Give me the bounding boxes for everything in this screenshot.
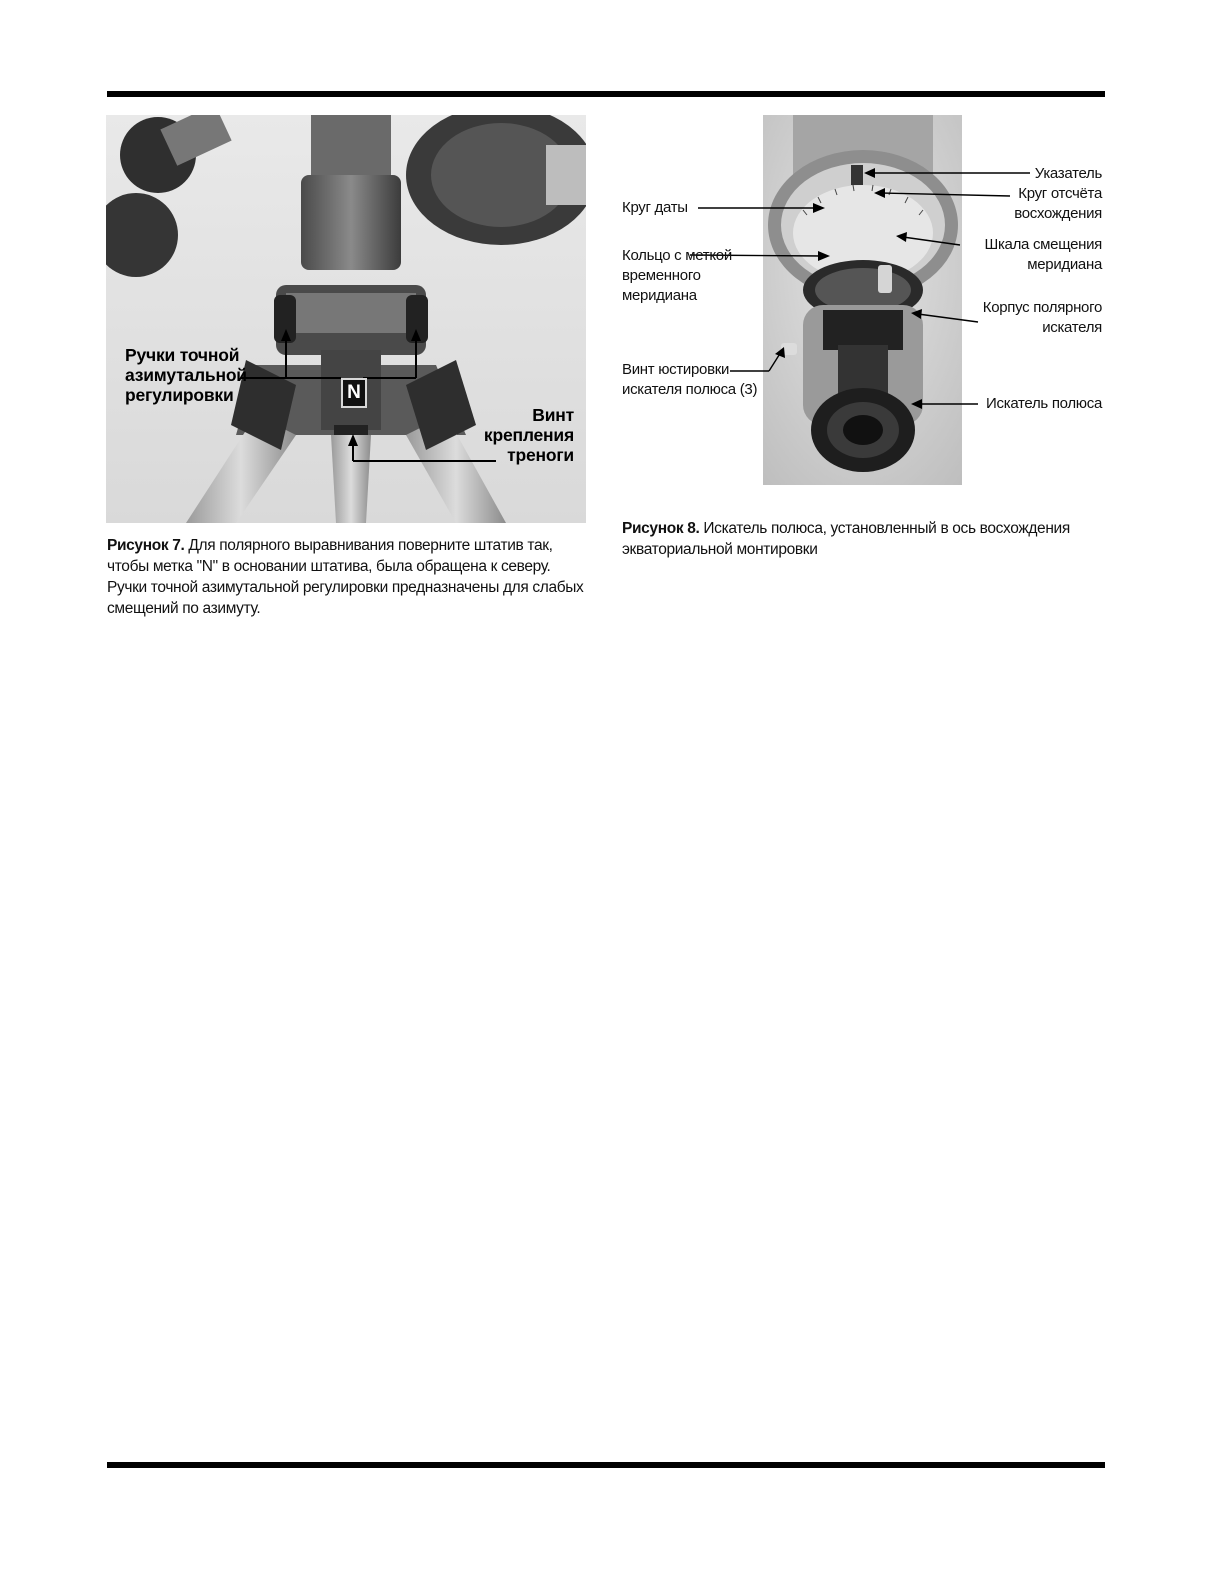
figure-8-photo <box>763 115 962 485</box>
callout-finder-body: Корпус полярного искателя <box>982 299 1102 336</box>
fine-azimuth-knobs-label: Ручки точной азимутальной регулировки <box>125 345 247 405</box>
callout-adjust-screw: Винт юстировки искателя полюса (3) <box>622 361 758 398</box>
callout-date-circle: Круг даты <box>622 199 688 216</box>
callout-meridian-scale: Шкала смещения меридиана <box>984 236 1102 273</box>
bottom-rule <box>107 1462 1105 1468</box>
callout-polar-finder: Искатель полюса <box>986 395 1102 412</box>
callout-meridian-ring: Кольцо с меткой временного меридиана <box>622 247 732 304</box>
figure-8-caption-title: Рисунок 8. <box>622 520 700 537</box>
north-mark-badge: N <box>341 378 367 408</box>
figure-8-caption <box>622 518 1102 560</box>
tripod-screw-label: Винт крепления треноги <box>483 405 574 465</box>
polar-finder-illustration <box>763 115 962 485</box>
figure-7-caption <box>107 535 589 619</box>
figure-7-photo <box>106 115 586 523</box>
callout-ra-circle: Круг отсчёта восхождения <box>1014 185 1102 222</box>
top-rule <box>107 91 1105 97</box>
figure-7-caption-title: Рисунок 7. <box>107 537 185 554</box>
callout-pointer: Указатель <box>1034 165 1102 182</box>
figure-8-caption-text: Искатель полюса, установленный в ось восхождения экваториальной монтировки <box>622 520 1070 558</box>
figure-7-caption-text: Для полярного выравнивания поверните штатив так, чтобы метка "N" в основании штатива, была обращена к северу. Ручки точной азимутальной регулировки предназначены для слабых смещений по азимуту. <box>107 537 584 617</box>
